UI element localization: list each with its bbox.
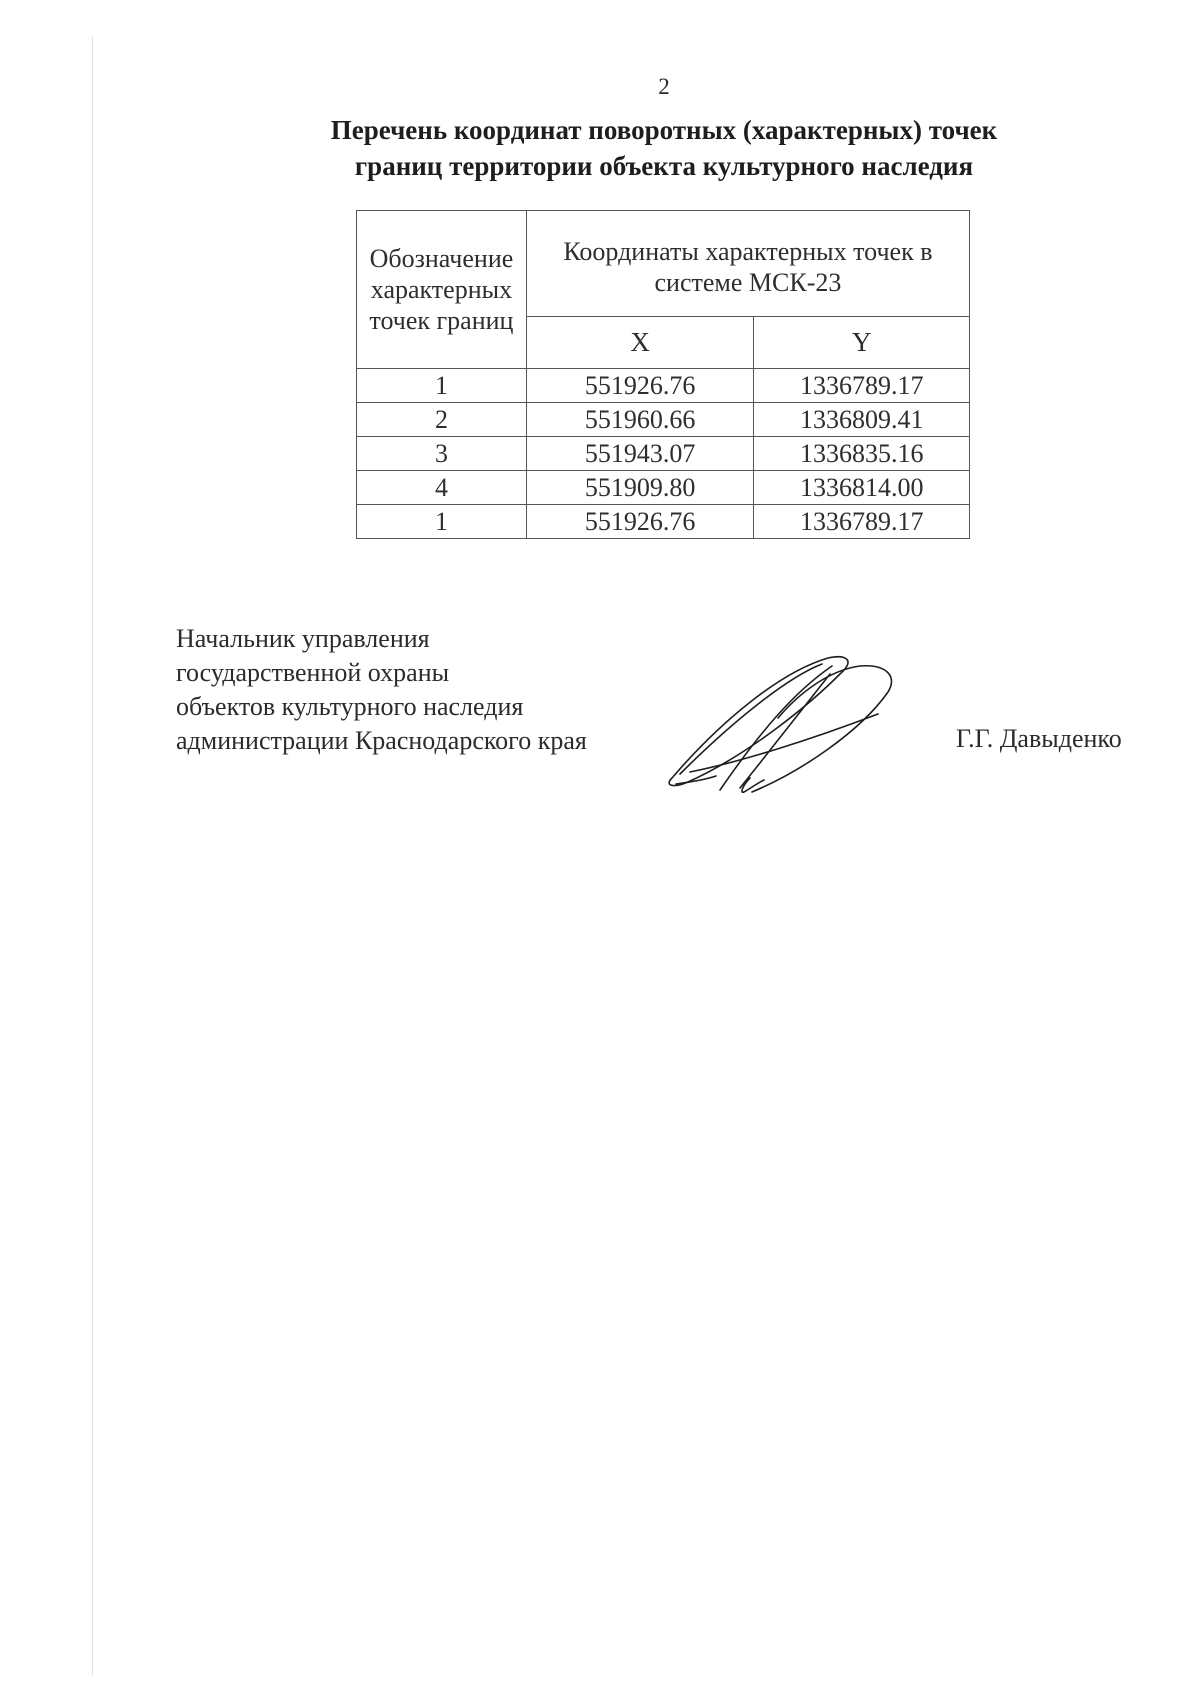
- signatory-line-2: государственной охраны: [176, 658, 450, 687]
- signatory-line-1: Начальник управления: [176, 624, 430, 653]
- table-row: [357, 403, 970, 437]
- header-coordinates-group: [526, 211, 969, 317]
- header-point-line-1: Обозначение: [369, 244, 514, 273]
- signer-name: Г.Г. Давыденко: [956, 724, 1122, 753]
- cell-x: 551926.76: [526, 369, 754, 403]
- cell-x: 551943.07: [526, 437, 754, 471]
- table-row: [357, 505, 970, 539]
- header-point-line-3: точек границ: [369, 306, 514, 335]
- header-group-line-2: системе МСК-23: [654, 267, 842, 297]
- header-point-line-2: характерных: [370, 275, 513, 304]
- cell-point: 1: [357, 369, 527, 403]
- coordinates-table: [356, 210, 970, 539]
- title-line-1: Перечень координат поворотных (характерных) точек: [330, 115, 998, 145]
- header-x: X: [526, 317, 754, 369]
- signatory-line-3: объектов культурного наследия: [176, 692, 524, 721]
- cell-x: 551909.80: [526, 471, 754, 505]
- cell-y: 1336814.00: [754, 471, 970, 505]
- header-y: Y: [754, 317, 970, 369]
- table-row: [357, 471, 970, 505]
- cell-y: 1336809.41: [754, 403, 970, 437]
- table-row: [357, 369, 970, 403]
- cell-y: 1336789.17: [754, 369, 970, 403]
- cell-y: 1336835.16: [754, 437, 970, 471]
- document-title: [260, 112, 1068, 184]
- signatory-line-4: администрации Краснодарского края: [176, 726, 587, 755]
- table-row: [357, 437, 970, 471]
- handwritten-signature: [660, 652, 896, 794]
- signatory-position: [176, 622, 587, 758]
- header-point-designation: [357, 211, 527, 369]
- cell-point: 2: [357, 403, 527, 437]
- cell-point: 4: [357, 471, 527, 505]
- cell-point: 1: [357, 505, 527, 539]
- page-number: 2: [658, 74, 670, 99]
- header-group-line-1: Координаты характерных точек в: [563, 236, 933, 266]
- title-line-2: границ территории объекта культурного наследия: [354, 151, 974, 181]
- scan-edge-line: [92, 36, 93, 1676]
- cell-x: 551960.66: [526, 403, 754, 437]
- cell-y: 1336789.17: [754, 505, 970, 539]
- cell-point: 3: [357, 437, 527, 471]
- cell-x: 551926.76: [526, 505, 754, 539]
